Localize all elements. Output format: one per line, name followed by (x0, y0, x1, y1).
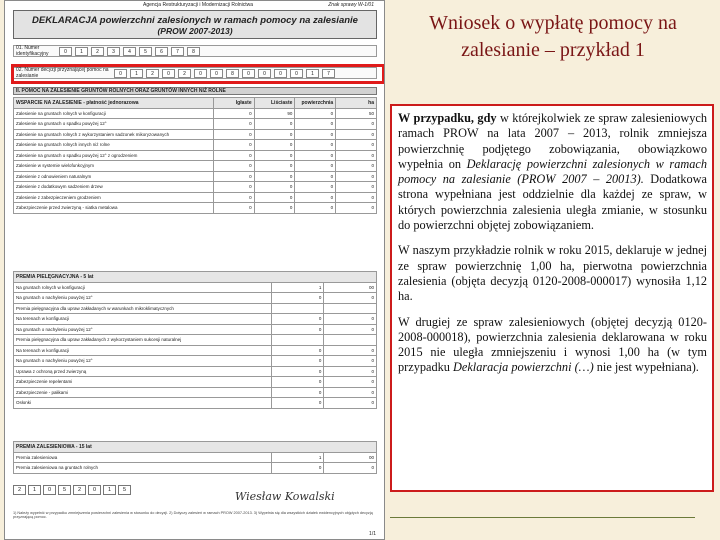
row-label: Zalesienie na gruntach rolnych z wykorzystaniem sadzonek mikoryzowanych (14, 129, 214, 140)
row-label: Zalesienie z dodatkowym sadzeniem drzew (14, 182, 214, 193)
row-value: 0 (324, 463, 377, 474)
form-subtitle: (PROW 2007-2013) (157, 26, 233, 36)
digit-cell: 2 (73, 485, 86, 495)
row-value: 0 (213, 150, 254, 161)
row-value: 0 (295, 129, 336, 140)
row-value: 0 (271, 324, 324, 335)
table-row (14, 203, 377, 214)
paragraph-1-text-b: Dodatkowa strona wypełniana jest oddzielnie dla każdej ze spraw, w których powierzchnia zalesienia uległa zmianie, w stosunku do powierzchni objętej zobowiązaniem. (398, 172, 707, 233)
row-value: 0 (213, 140, 254, 151)
row-value (271, 303, 324, 314)
digit-cell: 0 (114, 69, 127, 78)
table-row (14, 293, 377, 304)
row-value: 0 (295, 171, 336, 182)
table-row (14, 377, 377, 388)
row-value: 0 (295, 161, 336, 172)
table-row (14, 356, 377, 367)
col-header: Liściaste (254, 98, 295, 109)
row-value: 0 (213, 203, 254, 214)
digit-cell: 0 (43, 485, 56, 495)
row-value: 00 (324, 282, 377, 293)
decision-number-highlight (11, 64, 385, 84)
table-row (14, 463, 377, 474)
row-label: Premia zalesieniowa na gruntach rolnych (14, 463, 272, 474)
row-value: 0 (324, 366, 377, 377)
row-value: 0 (271, 387, 324, 398)
digit-cell: 7 (171, 47, 184, 56)
digit-cell: 1 (130, 69, 143, 78)
row-value: 0 (324, 398, 377, 409)
table-row (14, 192, 377, 203)
table-row (14, 129, 377, 140)
paragraph-3-doc-name: Deklaracja powierzchni (…) (452, 360, 594, 375)
row-value: 0 (295, 203, 336, 214)
row-label: Zalesienie z zabezpieczeniem grodzeniem (14, 192, 214, 203)
row-value: 90 (254, 108, 295, 119)
row-value: 0 (213, 119, 254, 130)
col-header: powierzchnia (295, 98, 336, 109)
row-value: 0 (254, 150, 295, 161)
table-row (14, 452, 377, 463)
premium-title: PREMIA PIELĘGNACYJNA - 5 lat (14, 272, 377, 283)
row-value: 1 (271, 282, 324, 293)
digit-cell: 2 (91, 47, 104, 56)
row-value: 0 (213, 108, 254, 119)
signature-date-cells (13, 485, 131, 495)
col-header: Igłaste (213, 98, 254, 109)
table-row (14, 303, 377, 314)
paragraph-3-text-a: W drugiej ze spraw zalesieniowych (objętej decyzją 0120-2008-000018), powierzchnia zalesienia deklarowana w roku 2015 nie uległa zmniejszeniu i wynosi 1,00 ha (w tym przypadku (398, 314, 707, 375)
col-header: ha (336, 98, 377, 109)
row-label: Na gruntach rolnych w konfiguracji (14, 282, 272, 293)
digit-cell: 0 (258, 69, 271, 78)
page-number: 1/1 (369, 531, 376, 537)
digit-cell: 2 (13, 485, 26, 495)
digit-cell: 1 (75, 47, 88, 56)
row-value: 0 (336, 203, 377, 214)
paragraph-1 (398, 111, 707, 233)
agency-name: Agencja Restrukturyzacji i Modernizacji Rolnictwa (143, 2, 254, 8)
row-value: 0 (271, 314, 324, 325)
section-title: II. POMOC NA ZALESIENIE GRUNTÓW ROLNYCH ORAZ GRUNTÓW INNYCH NIŻ ROLNE (13, 87, 377, 95)
digit-cell: 8 (226, 69, 239, 78)
table-row (14, 387, 377, 398)
maintenance-premium-table (13, 271, 377, 409)
row-value: 0 (336, 192, 377, 203)
table-row (14, 161, 377, 172)
digit-cell: 1 (306, 69, 319, 78)
paragraph-1-text-a: w którejkolwiek ze spraw zalesieniowych ramach PROW na lata 2007 – 2013, rolnik zmniejsza powierzchnię podjętego zobowiązania, obowiązkowo wypełnia on (398, 111, 707, 171)
row-value: 50 (336, 108, 377, 119)
form-title-box (13, 10, 377, 39)
row-value: 0 (336, 161, 377, 172)
digit-cell: 0 (242, 69, 255, 78)
explanation-text-box (390, 104, 714, 492)
row-label: Na terenach w konfiguracji (14, 345, 272, 356)
row-value: 0 (324, 314, 377, 325)
row-value: 0 (336, 140, 377, 151)
row-label: Zabezpieczenie repelentami (14, 377, 272, 388)
row-value: 0 (254, 140, 295, 151)
digit-cell: 5 (58, 485, 71, 495)
row-value: 0 (324, 377, 377, 388)
row-label: Premia pielęgnacyjna dla upraw zakładanych w warunkach mikroklimatycznych (14, 303, 272, 314)
digit-cell: 2 (146, 69, 159, 78)
digit-cell: 3 (107, 47, 120, 56)
scanned-declaration-form (4, 0, 385, 540)
row-value: 0 (336, 182, 377, 193)
row-label: Uprawa z ochroną przed zwierzyną (14, 366, 272, 377)
digit-cell: 2 (178, 69, 191, 78)
table-row (14, 398, 377, 409)
premium2-title: PREMIA ZALESIENIOWA - 15 lat (14, 442, 377, 453)
digit-cell: 5 (139, 47, 152, 56)
digit-cell: 0 (194, 69, 207, 78)
table-row (14, 140, 377, 151)
row-label: Osłonki (14, 398, 272, 409)
row-label: Zalesienie na gruntach rolnych w konfiguracji (14, 108, 214, 119)
row-value: 0 (213, 129, 254, 140)
row-value: 0 (336, 129, 377, 140)
row-value: 0 (295, 150, 336, 161)
form-title: DEKLARACJA powierzchni zalesionych w ramach pomocy na zalesianie (32, 15, 358, 26)
row-value: 0 (271, 345, 324, 356)
row-value: 0 (336, 171, 377, 182)
digit-cell: 0 (210, 69, 223, 78)
row-value: 0 (295, 192, 336, 203)
table-row (14, 150, 377, 161)
field1-label: 01. Numer identyfikacyjny (16, 45, 49, 57)
row-value: 0 (254, 203, 295, 214)
row-value: 0 (213, 192, 254, 203)
digit-cell: 6 (155, 47, 168, 56)
digit-cell: 7 (322, 69, 335, 78)
row-value (324, 303, 377, 314)
row-label: Zabezpieczenie przed zwierzyną - siatka metalowa (14, 203, 214, 214)
row-value: 0 (254, 182, 295, 193)
footer-divider (390, 517, 695, 518)
row-value: 0 (324, 387, 377, 398)
row-value: 0 (213, 161, 254, 172)
row-label: Zalesienie na gruntach rolnych innych niż rolne (14, 140, 214, 151)
table-row (14, 182, 377, 193)
row-label: Premia zalesieniowa (14, 452, 272, 463)
row-value: 0 (295, 140, 336, 151)
digit-cell: 0 (274, 69, 287, 78)
row-value: 0 (254, 119, 295, 130)
row-value: 0 (213, 182, 254, 193)
table-row (14, 108, 377, 119)
afforestation-support-table (13, 97, 377, 214)
digit-cell: 8 (187, 47, 200, 56)
row-value: 0 (295, 182, 336, 193)
row-label: Zalesienie w systemie wielofunkcyjnym (14, 161, 214, 172)
row-value: 0 (271, 398, 324, 409)
paragraph-3 (398, 315, 707, 376)
row-value: 0 (324, 324, 377, 335)
row-label: Na gruntach o nachyleniu powyżej 12° (14, 293, 272, 304)
row-value (271, 335, 324, 346)
digit-cell: 1 (103, 485, 116, 495)
row-value: 0 (254, 192, 295, 203)
paragraph-2: W naszym przykładzie rolnik w roku 2015, deklaruje w jednej ze spraw powierzchnię 1,00 ha, pierwotna powierzchnia zalesienia (objęta decyzją 0120-2008-000017) wynosiła 1,12 ha. (398, 243, 707, 304)
digit-cell: 0 (162, 69, 175, 78)
field-identification-number (13, 45, 377, 57)
row-label: Na gruntach o nachyleniu powyżej 12° (14, 356, 272, 367)
subsection-title: WSPARCIE NA ZALESIENIE - płatność jednorazowa (14, 98, 214, 109)
row-label: Zalesienie na gruntach o spadku powyżej 12° z ogrodzeniem (14, 150, 214, 161)
afforestation-premium-table (13, 441, 377, 474)
row-value: 00 (324, 452, 377, 463)
table-row (14, 171, 377, 182)
table-row (14, 335, 377, 346)
digit-cell: 1 (28, 485, 41, 495)
paragraph-3-text-b: nie jest wypełniana). (593, 360, 699, 375)
table-row (14, 282, 377, 293)
row-value: 0 (254, 129, 295, 140)
field1-cells (59, 47, 200, 56)
row-value: 1 (271, 452, 324, 463)
row-value: 0 (271, 293, 324, 304)
row-label: Na gruntach o nachyleniu powyżej 12° (14, 324, 272, 335)
signature: Wiesław Kowalski (235, 490, 335, 503)
table-row (14, 324, 377, 335)
row-label: Zabezpieczenie - pałikami (14, 387, 272, 398)
table-row (14, 314, 377, 325)
row-label: Na terenach w konfiguracji (14, 314, 272, 325)
digit-cell: 0 (59, 47, 72, 56)
row-label: Zalesienie na gruntach o spadku powyżej 12° (14, 119, 214, 130)
form-footnotes: 1) Należy wypełnić w przypadku zmniejszenia powierzchni zalesienia w stosunku do decyzji. 2) Dotyczy zalesień w ramach PROW 2007-2013. 3) Wypełnia się dla wszystkich działek ewidencyjnych objętych decyzją przyznającą pomoc. (13, 511, 373, 520)
row-value: 0 (271, 366, 324, 377)
table-row (14, 366, 377, 377)
row-value: 0 (271, 377, 324, 388)
digit-cell: 4 (123, 47, 136, 56)
row-label: Premia pielęgnacyjna dla upraw zakładanych z wykorzystaniem sukcesji naturalnej (14, 335, 272, 346)
row-value (324, 335, 377, 346)
row-value: 0 (254, 161, 295, 172)
row-value: 0 (336, 150, 377, 161)
paragraph-1-lead: W przypadku, gdy (398, 111, 497, 125)
row-value: 0 (271, 463, 324, 474)
table-row (14, 119, 377, 130)
row-value: 0 (254, 171, 295, 182)
field2-label: 02. Numer decyzji przyznającej pomoc na zalesianie (16, 67, 109, 79)
slide-title: Wniosek o wypłatę pomocy na zalesianie – przykład 1 (429, 12, 677, 61)
row-value: 0 (336, 119, 377, 130)
row-value: 0 (324, 345, 377, 356)
row-value: 0 (295, 119, 336, 130)
row-value: 0 (213, 171, 254, 182)
digit-cell: 5 (118, 485, 131, 495)
row-value: 0 (271, 356, 324, 367)
table-row (14, 345, 377, 356)
row-value: 0 (324, 356, 377, 367)
row-value: 0 (324, 293, 377, 304)
digit-cell: 0 (88, 485, 101, 495)
document-number: Znak sprawy W-1/01 (328, 2, 374, 8)
row-value: 0 (295, 108, 336, 119)
digit-cell: 0 (290, 69, 303, 78)
row-label: Zalesienie z odnowieniem naturalnym (14, 171, 214, 182)
paragraph-1-doc-name: Deklarację powierzchni zalesionych w ramach pomocy na zalesianie (PROW 2007 – 20013). (398, 156, 707, 187)
